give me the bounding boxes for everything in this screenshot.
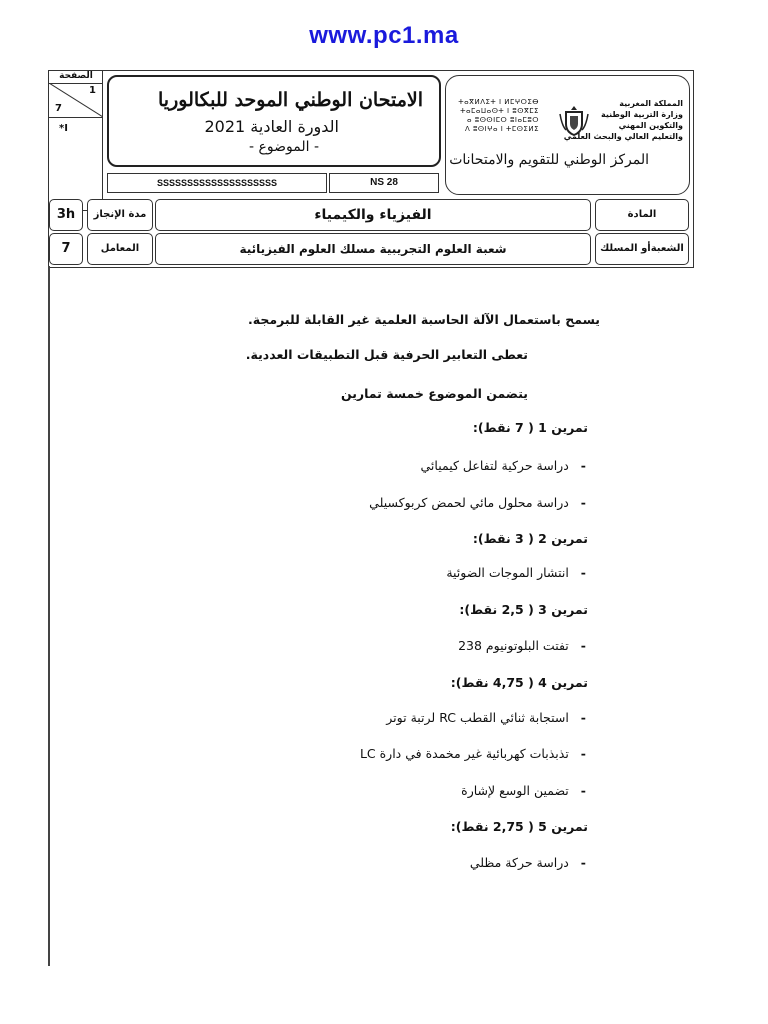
- page-rule-top: [49, 83, 103, 84]
- coef-value: 7: [49, 233, 83, 265]
- site-url[interactable]: www.pc1.ma: [309, 22, 459, 49]
- page-total: 7: [55, 103, 62, 114]
- rule-expressions: تعطى التعابير الحرفية قبل التطبيقات العددية.: [245, 347, 528, 362]
- page-rule-bottom: [49, 117, 103, 118]
- subject-value: الفيزياء والكيمياء: [155, 199, 591, 231]
- stream-label: الشعبةأو المسلك: [595, 233, 689, 265]
- exam-title: الامتحان الوطني الموحد للبكالوريا: [158, 89, 423, 111]
- list-item: -تفتت البلوتونيوم 238: [458, 638, 586, 653]
- stream-value: شعبة العلوم التجريبية مسلك العلوم الفيزيائية: [155, 233, 591, 265]
- info-row-subject: [49, 199, 693, 233]
- subject-label: المادة: [595, 199, 689, 231]
- list-item: -دراسة حركية لتفاعل كيميائي: [420, 458, 586, 473]
- tifinagh-text: ⵜⴰⴳⵍⴷⵉⵜ ⵏ ⵍⵎⵖⵔⵉⴱ ⵜⴰⵎⴰⵡⴰⵙⵜ ⵏ ⵓⵙⴳⵎⵉ ⴰ ⵓⵙⵙⵏⵎⵔ ⵓⵏⴰⵎⵓⵔ ⴷ ⵓⵙⵏⵖⴰ ⵏ ⵜⵎⵙⵉⵍⵉ: [458, 98, 539, 133]
- duration-value: 3h: [49, 199, 83, 231]
- exercise-5-title: تمرين 5 ( 2,75 نقط):: [450, 819, 588, 834]
- exercise-3-title: تمرين 3 ( 2,5 نقط):: [459, 602, 588, 617]
- exercise-2-title: تمرين 2 ( 3 نقط):: [472, 531, 588, 546]
- coef-label: المعامل: [87, 233, 153, 265]
- subject-heading: - الموضوع -: [249, 139, 319, 155]
- list-item: -دراسة حركة مظلي: [469, 855, 586, 870]
- ns-code: NS 28: [329, 173, 439, 193]
- list-item: -دراسة محلول مائي لحمض كربوكسيلي: [369, 495, 586, 510]
- page-code: *I: [59, 123, 68, 134]
- duration-label: مدة الإنجاز: [87, 199, 153, 231]
- center-name: المركز الوطني للتقويم والامتحانات: [449, 152, 649, 168]
- exam-title-box: [107, 75, 441, 167]
- header-frame: [48, 70, 694, 268]
- page-number: 1: [89, 85, 96, 96]
- exam-center-box: [445, 75, 690, 195]
- list-item: -تضمين الوسع لإشارة: [461, 783, 586, 798]
- list-item: -استجابة ثنائي القطب RC لرتبة توتر: [386, 710, 586, 725]
- rule-calculator: يسمح باستعمال الآلة الحاسبة العلمية غير القابلة للبرمجة.: [248, 312, 600, 327]
- page-number-box: [49, 71, 103, 211]
- ministry-text: المملكة المغربية وزارة التربية الوطنية والتكوين المهني والتعليم العالي والبحث العلمي: [563, 99, 683, 141]
- rule-exercise-count: يتضمن الموضوع خمسة تمارين: [340, 386, 528, 401]
- list-item: -انتشار الموجات الضوئية: [446, 565, 586, 580]
- list-item: -تذبذبات كهربائية غير مخمدة في دارة LC: [359, 746, 586, 761]
- exam-session: الدورة العادية 2021: [204, 117, 339, 136]
- page-label: الصفحة: [59, 71, 93, 81]
- exercise-1-title: تمرين 1 ( 7 نقط):: [472, 420, 588, 435]
- page-left-border: [48, 266, 50, 966]
- exercise-4-title: تمرين 4 ( 4,75 نقط):: [450, 675, 588, 690]
- exam-code: SSSSSSSSSSSSSSSSSSSS: [107, 173, 327, 193]
- info-row-stream: [49, 233, 693, 267]
